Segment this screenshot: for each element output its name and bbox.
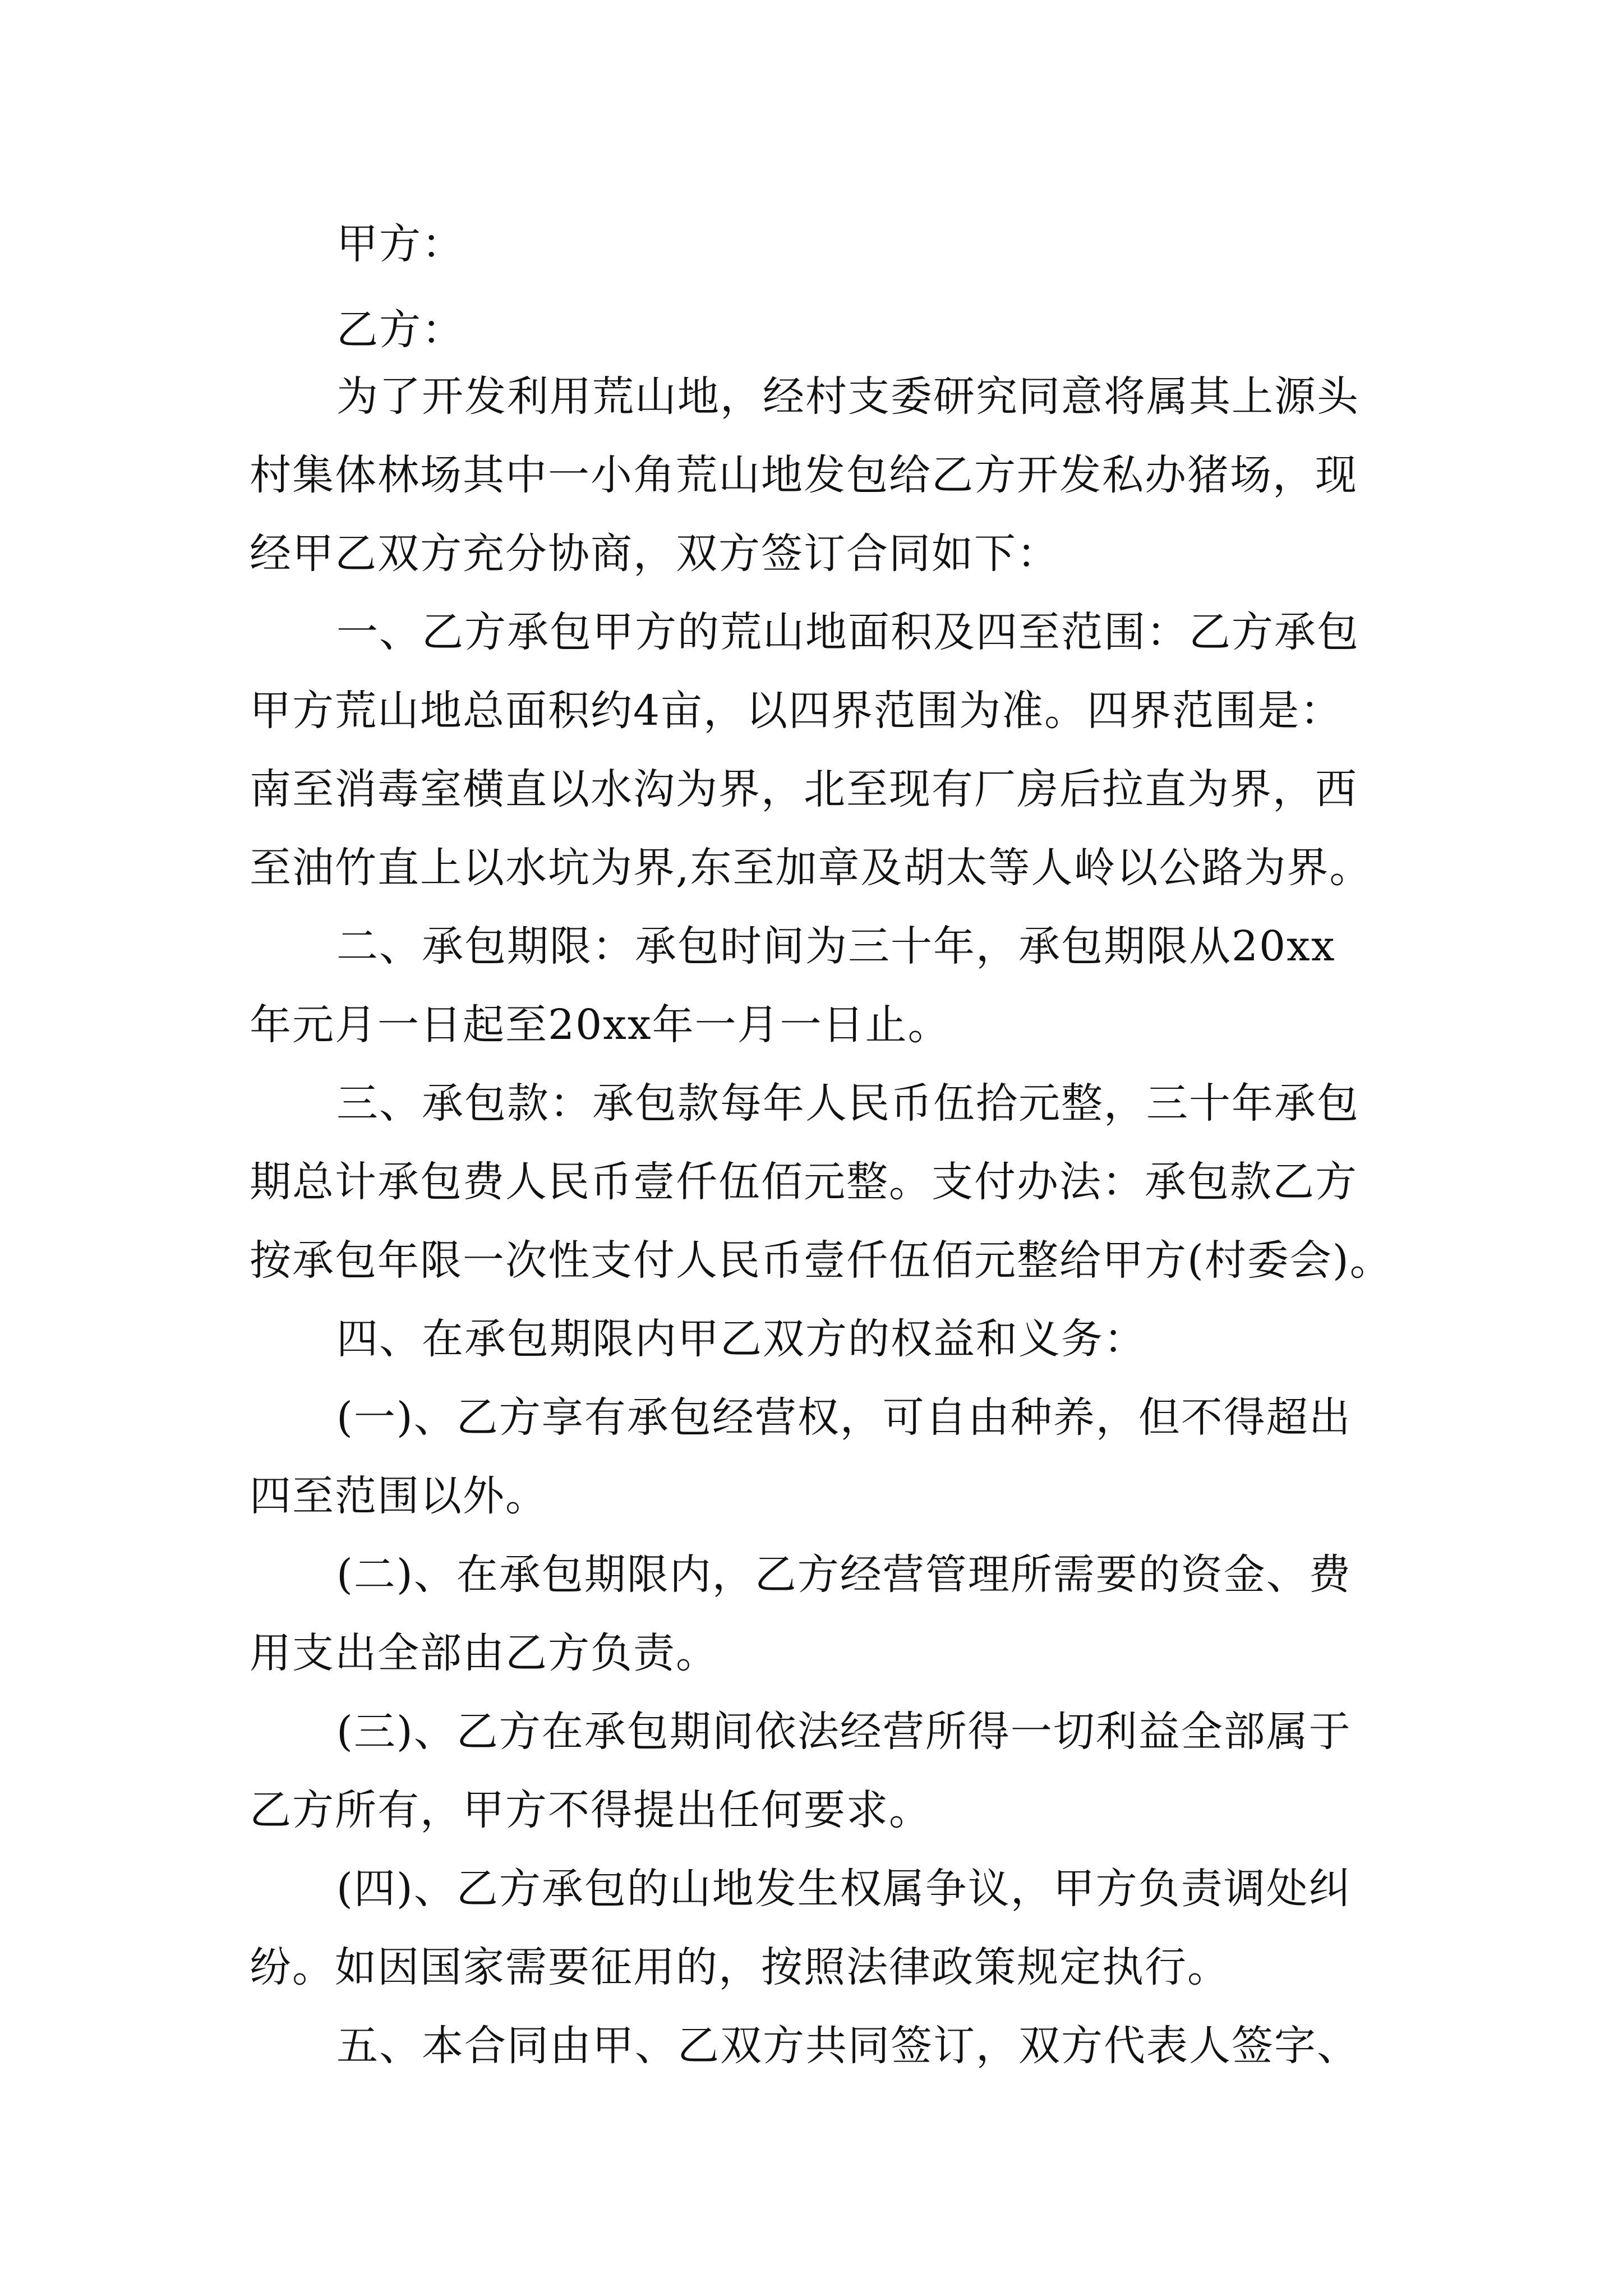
party-b-label: 乙方： — [336, 306, 464, 354]
clause-1-line-3: 南至消毒室横直以水沟为界，北至现有厂房后拉直为界，西 — [250, 765, 1358, 813]
clause-1-line-1: 一、乙方承包甲方的荒山地面积及四至范围：乙方承包 — [336, 608, 1359, 656]
clause-4-item-1-line-2: 四至范围以外。 — [250, 1472, 548, 1520]
clause-4-item-4-line-2: 纷。如因国家需要征用的，按照法律政策规定执行。 — [250, 1943, 1230, 1991]
clause-3-line-1: 三、承包款：承包款每年人民币伍拾元整，三十年承包 — [336, 1079, 1359, 1128]
clause-4-item-1-line-1: (一)、乙方享有承包经营权，可自由种养，但不得超出 — [336, 1393, 1352, 1442]
clause-4-item-4-line-1: (四)、乙方承包的山地发生权属争议，甲方负责调处纠 — [336, 1865, 1352, 1913]
clause-1-line-4: 至油竹直上以水坑为界,东至加章及胡太等人岭以公路为界。 — [250, 844, 1372, 892]
clause-4-item-2-line-2: 用支出全部由乙方负责。 — [250, 1629, 718, 1677]
clause-4-item-3-line-2: 乙方所有，甲方不得提出任何要求。 — [250, 1786, 932, 1834]
intro-line-2: 村集体林场其中一小角荒山地发包给乙方开发私办猪场，现 — [250, 451, 1358, 499]
clause-4-heading: 四、在承包期限内甲乙双方的权益和义务： — [336, 1315, 1146, 1363]
clause-5-line-1: 五、本合同由甲、乙双方共同签订，双方代表人签字、 — [336, 2022, 1359, 2070]
clause-3-line-3: 按承包年限一次性支付人民币壹仟伍佰元整给甲方(村委会)。 — [250, 1236, 1393, 1285]
intro-line-1: 为了开发利用荒山地，经村支委研究同意将属其上源头 — [336, 372, 1359, 421]
clause-3-line-2: 期总计承包费人民币壹仟伍佰元整。支付办法：承包款乙方 — [250, 1158, 1358, 1206]
clause-4-item-2-line-1: (二)、在承包期限内，乙方经营管理所需要的资金、费 — [336, 1550, 1352, 1599]
clause-4-item-3-line-1: (三)、乙方在承包期间依法经营所得一切利益全部属于 — [336, 1708, 1352, 1756]
clause-2-line-1: 二、承包期限：承包时间为三十年，承包期限从20xx — [336, 922, 1336, 970]
party-a-label: 甲方： — [336, 220, 464, 268]
clause-1-line-2: 甲方荒山地总面积约4亩，以四界范围为准。四界范围是： — [250, 687, 1343, 735]
clause-2-line-2: 年元月一日起至20xx年一月一日止。 — [250, 1001, 951, 1049]
intro-line-3: 经甲乙双方充分协商，双方签订合同如下： — [250, 530, 1059, 578]
